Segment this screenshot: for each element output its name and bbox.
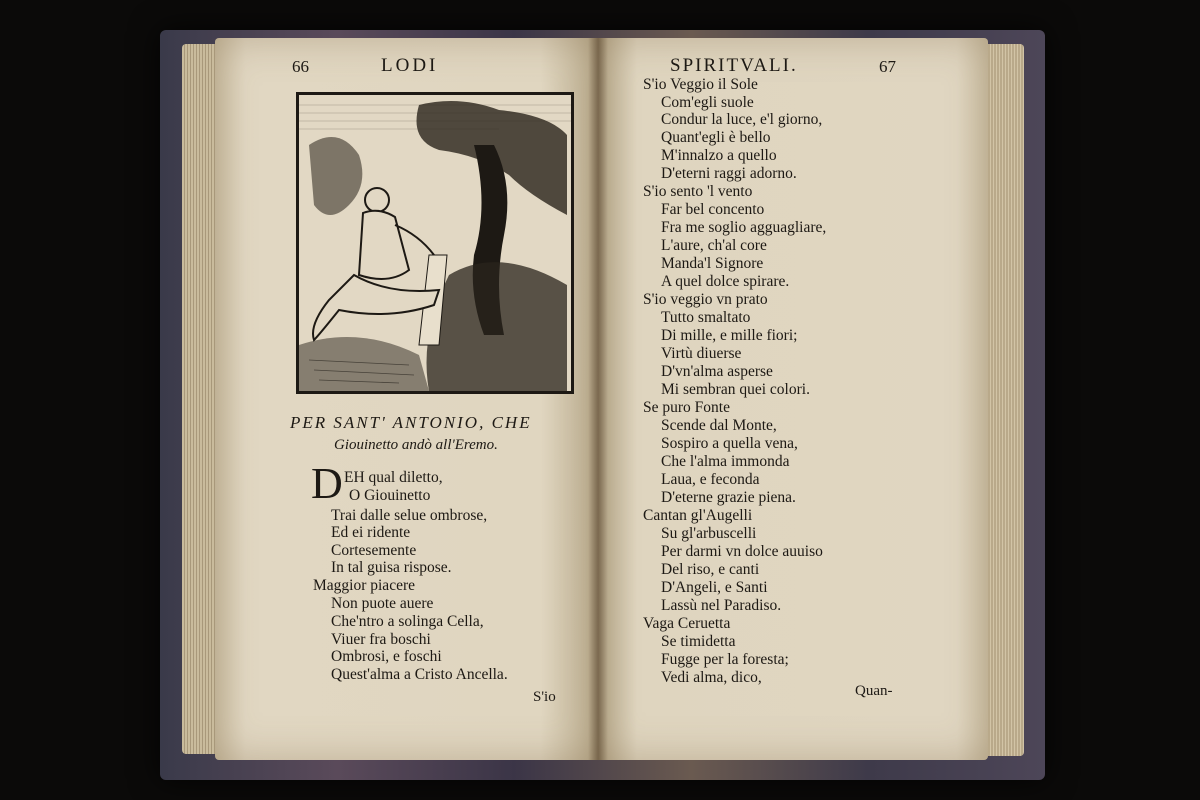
verse-line: Scende dal Monte, [661, 417, 777, 434]
verse-line: Far bel concento [661, 201, 765, 218]
left-page-number: 66 [292, 57, 309, 76]
verse-line: A quel dolce spirare. [661, 273, 790, 290]
verse-line: Se puro Fonte [643, 399, 730, 416]
verse-line: Cortesemente [331, 542, 417, 559]
verse-line: Com'egli suole [661, 94, 754, 111]
verse-line: Tutto smaltato [661, 309, 751, 326]
verse-line: Fugge per la foresta; [661, 651, 789, 668]
verse-line: D'vn'alma asperse [661, 363, 773, 380]
verse-line: EH qual diletto, [344, 469, 443, 486]
verse-line: D'eterni raggi adorno. [661, 165, 797, 182]
right-page-edges [988, 44, 1024, 756]
verse-line: In tal guisa rispose. [331, 559, 452, 576]
verse-line: S'io Veggio il Sole [643, 76, 758, 93]
verse-line: S'io sento 'l vento [643, 183, 753, 200]
verse-line: Laua, e feconda [661, 471, 760, 488]
right-page-number: 67 [879, 57, 896, 76]
verse-line: Ombrosi, e foschi [331, 648, 442, 665]
right-catchword: Quan- [855, 683, 893, 699]
left-page-edges [182, 44, 216, 754]
verse-line: M'innalzo a quello [661, 147, 777, 164]
verse-line: Viuer fra boschi [331, 631, 431, 648]
verse-line: Vedi alma, dico, [661, 669, 762, 686]
verse-line: Quest'alma a Cristo Ancella. [331, 666, 508, 683]
left-running-head: LODI [381, 55, 439, 76]
verse-line: D'eterne grazie piena. [661, 489, 796, 506]
verse-line: Che'ntro a solinga Cella, [331, 613, 484, 630]
verse-line: S'io veggio vn prato [643, 291, 768, 308]
verse-line: Manda'l Signore [661, 255, 764, 272]
right-running-head: SPIRITVALI. [670, 55, 798, 76]
verse-line: Che l'alma immonda [661, 453, 790, 470]
verse-line: L'aure, ch'al core [661, 237, 767, 254]
woodcut-figure-in-landscape [299, 95, 571, 391]
left-catchword: S'io [533, 689, 556, 705]
verse-line: Di mille, e mille fiori; [661, 327, 798, 344]
verse-line: Quant'egli è bello [661, 129, 771, 146]
verse-line: Virtù diuerse [661, 345, 742, 362]
verse-line: Maggior piacere [313, 577, 415, 594]
verse-line: D'Angeli, e Santi [661, 579, 768, 596]
verse-line: Del riso, e canti [661, 561, 760, 578]
verse-line: Mi sembran quei colori. [661, 381, 810, 398]
verse-line: Trai dalle selue ombrose, [331, 507, 488, 524]
verse-line: Ed ei ridente [331, 524, 411, 541]
verse-line: Condur la luce, e'l giorno, [661, 111, 823, 128]
verse-line: Vaga Ceruetta [643, 615, 731, 632]
verse-line: Sospiro a quella vena, [661, 435, 798, 452]
book-gutter [588, 38, 608, 760]
drop-cap: D [311, 459, 343, 508]
verse-line: Per darmi vn dolce auuiso [661, 543, 823, 560]
verse-line: Non puote auere [331, 595, 434, 612]
verse-line: Se timidetta [661, 633, 736, 650]
verse-line: Fra me soglio agguagliare, [661, 219, 827, 236]
verse-line: O Giouinetto [349, 487, 431, 504]
verse-line: Su gl'arbuscelli [661, 525, 757, 542]
woodcut-illustration [296, 92, 574, 394]
poem-title: PER SANT' ANTONIO, CHE [290, 413, 532, 432]
verse-line: Cantan gl'Augelli [643, 507, 753, 524]
verse-line: Lassù nel Paradiso. [661, 597, 782, 614]
poem-subtitle: Giouinetto andò all'Eremo. [334, 437, 498, 453]
